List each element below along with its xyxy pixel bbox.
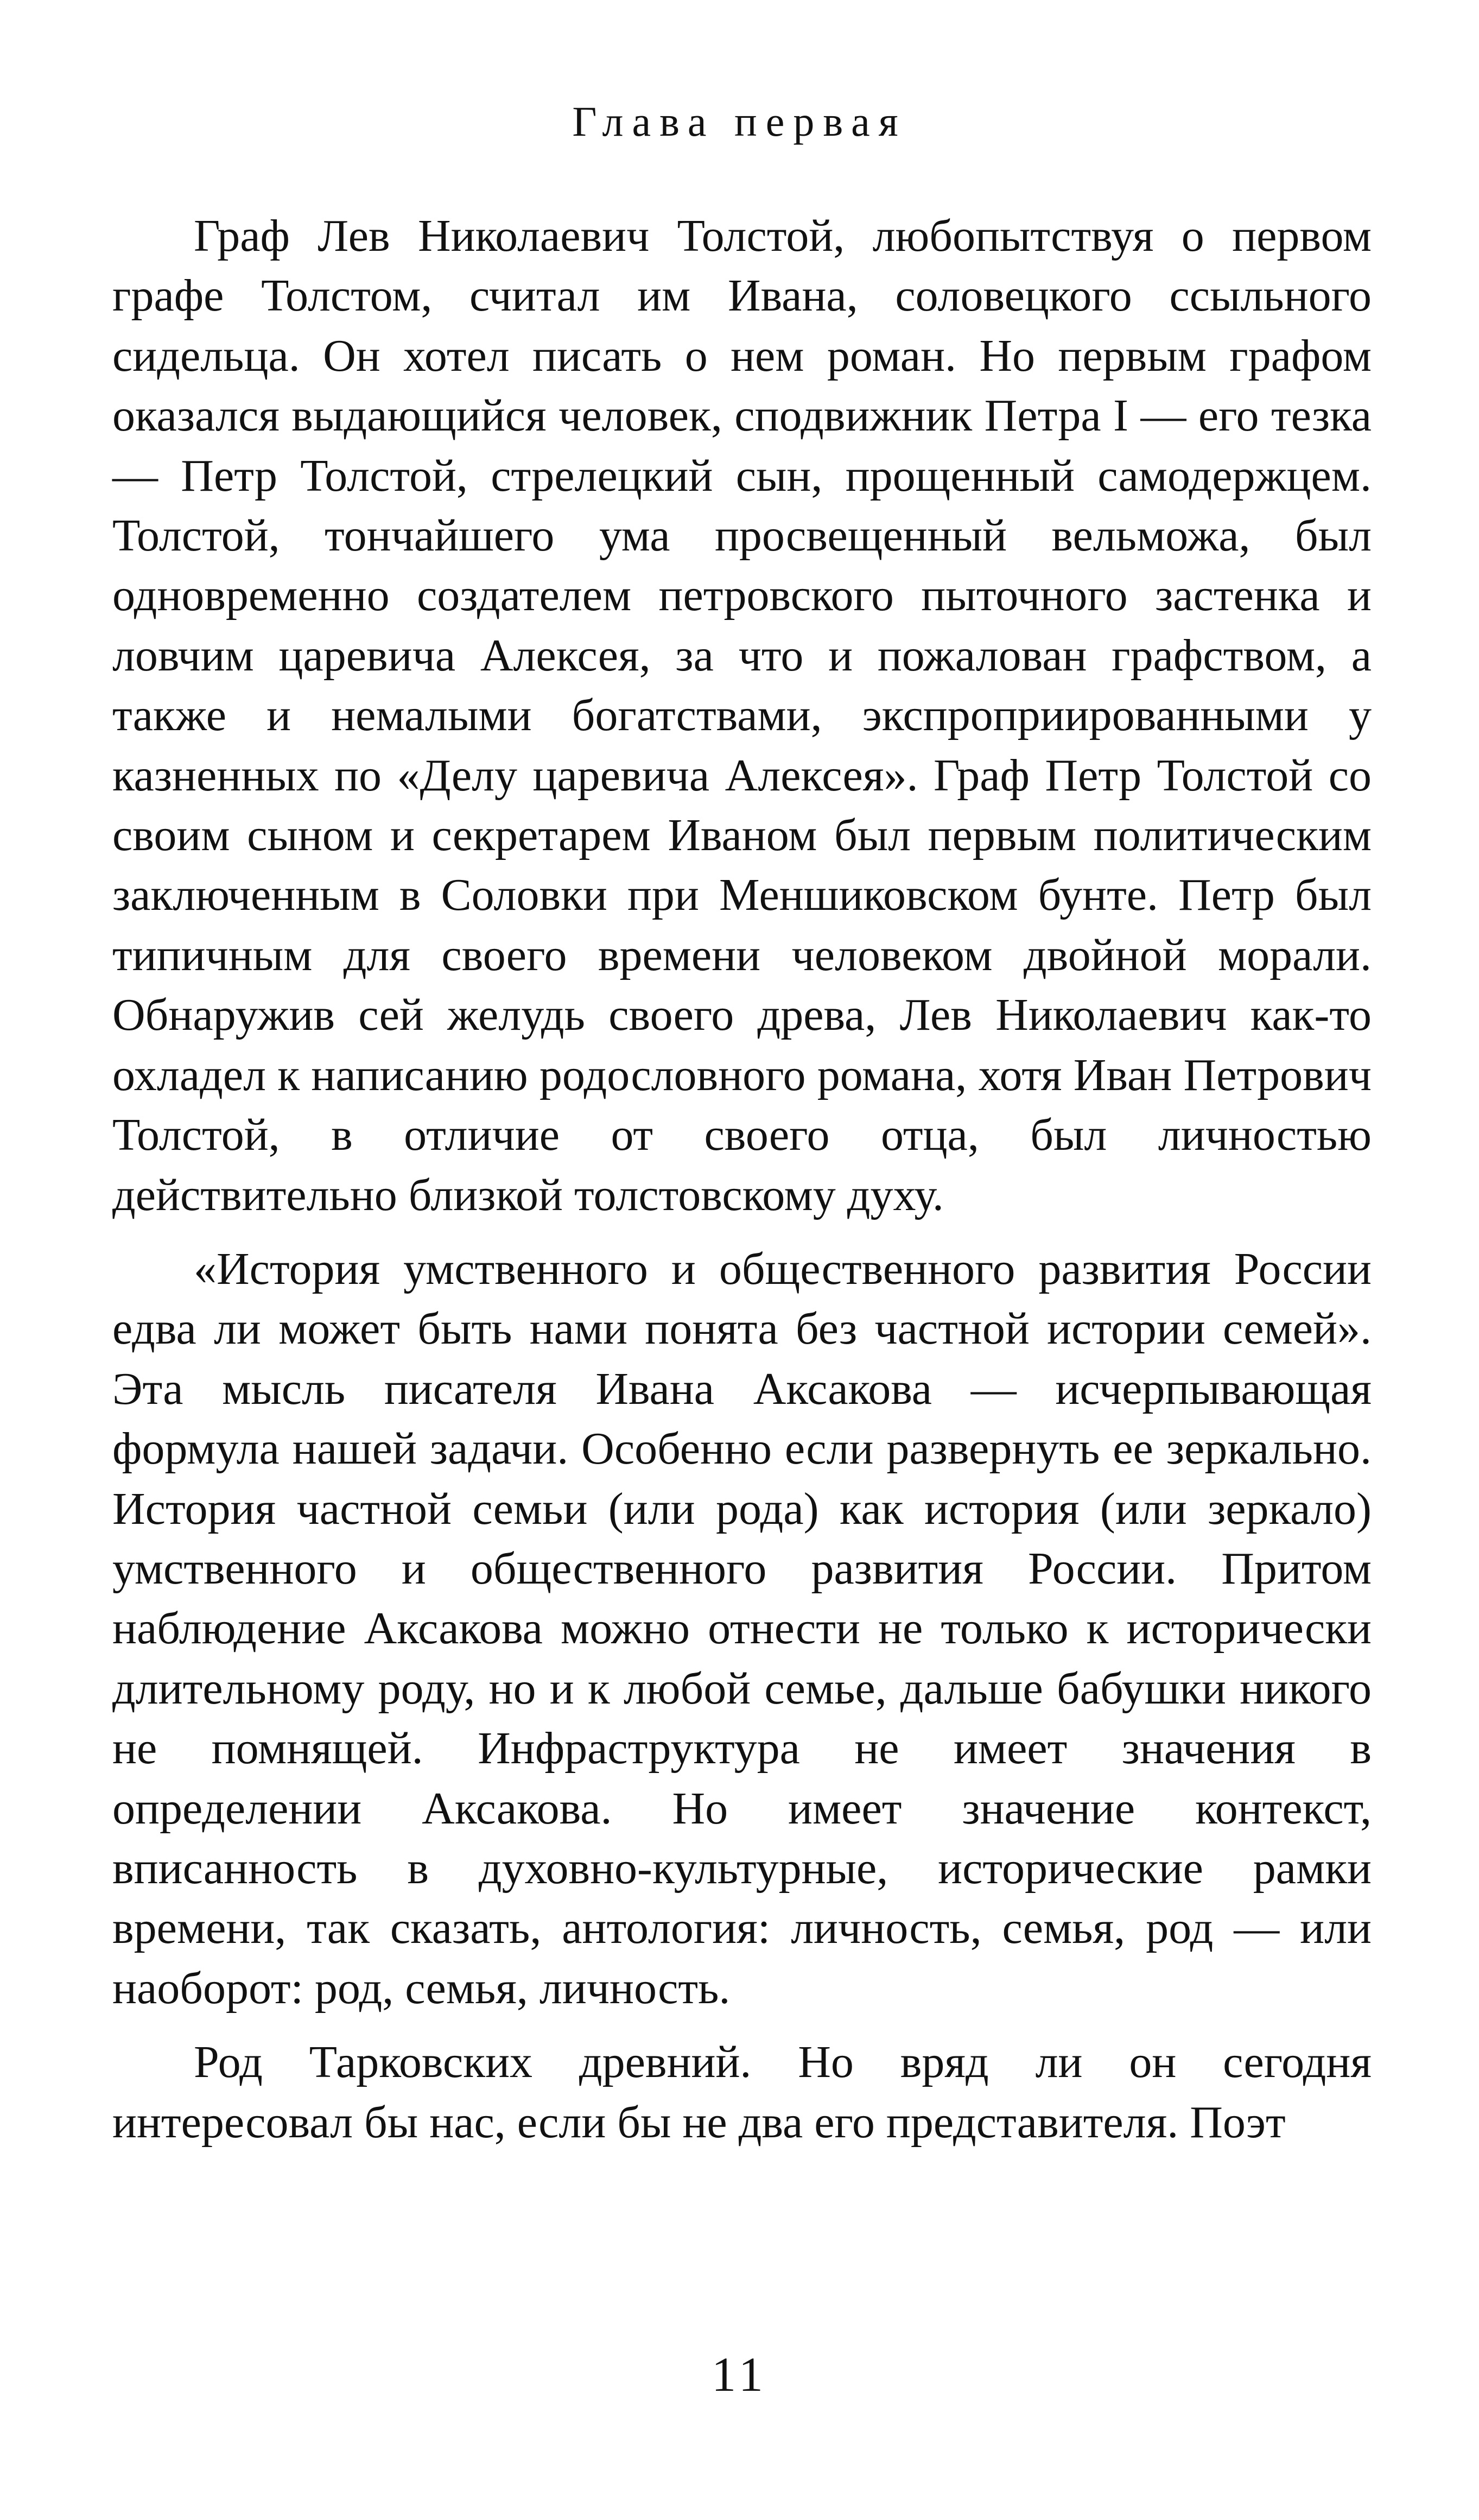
paragraph-1: Граф Лев Николаевич Толстой, любопытствуя о первом графе Толстом, считал им Ивана, соловецкого ссыльного сидельца. Он хотел писать о нем роман. Но первым графом оказался выдающийся человек, сподвижник Петра I — его тезка — Петр Толстой, стрелецкий сын, прощенный самодержцем. Толстой, тончайшего ума просвещенный вельможа, был одновременно создателем петровского пыточного застенка и ловчим царевича Алексея, за что и пожалован графством, а также и немалыми богатствами, экспроприированными у казненных по «Делу царевича Алексея». Граф Петр Толстой со своим сыном и секретарем Иваном был первым политическим заключенным в Соловки при Меншиковском бунте. Петр был типичным для своего времени человеком двойной морали. Обнаружив сей желудь своего древа, Лев Николаевич как-то охладел к написанию родословного романа, хотя Иван Петрович Толстой, в отличие от своего отца, был личностью действительно близкой толстовскому духу. bbox=[112, 211, 1372, 1220]
paragraph-2: «История умственного и общественного развития России едва ли может быть нами понята без частной истории семей». Эта мысль писателя Ивана Аксакова — исчерпывающая формула нашей задачи. Особенно если развернуть ее зеркально. История частной семьи (или рода) как история (или зеркало) умственного и общественного развития России. Притом наблюдение Аксакова можно отнести не только к исторически длительному роду, но и к любой семье, дальше бабушки никого не помнящей. Инфраструктура не имеет значения в определении Аксакова. Но имеет значение контекст, вписанность в духовно-культурные, исторические рамки времени, так сказать, антология: личность, семья, род — или наоборот: род, семья, личность. bbox=[112, 1243, 1372, 2014]
paragraph-3: Род Тарковских древний. Но вряд ли он сегодня интересовал бы нас, если бы не два его представителя. Поэт bbox=[112, 2037, 1372, 2148]
page-number: 11 bbox=[712, 2348, 767, 2402]
chapter-title: Глава первая bbox=[572, 98, 907, 145]
body-text bbox=[112, 206, 1372, 2152]
